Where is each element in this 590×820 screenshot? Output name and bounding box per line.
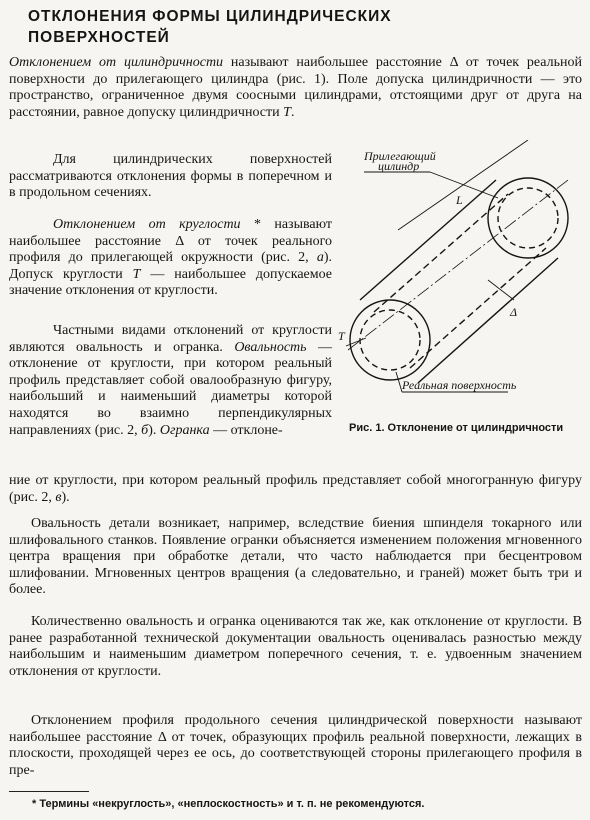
figure-cylinder-deviation	[338, 140, 586, 410]
paragraph-ovality-causes: Овальность детали возникает, например, вследствие биения шпинделя токарного или шлифовального станков. Появление огранки объясняется изменением положения мгновенного центра вращения при обработке детали, что часто наблюдается при бесцентровом шлифовании. Мгновенных центров вращения (а следовательно, и граней) может быть три и более.	[9, 516, 582, 598]
paragraph-text: — наибольшее допускаемое значение отклонения от круглости.	[9, 266, 332, 299]
real-profile-front	[360, 310, 420, 370]
real-profile-back	[498, 188, 558, 248]
label-t: T	[338, 329, 345, 343]
paragraph-longitudinal-profile: Отклонением профиля продольного сечения цилиндрической поверхности называют наибольшее расстояние Δ от точек, образующих профиль реальной поверхности, лежащих в плоскости, проходящей через ее ось, до соответствующей стороны прилегающего профиля в пре-	[9, 713, 582, 778]
dimension-arrow-t	[346, 338, 366, 346]
paragraph-quantification: Количественно овальность и огранка оцениваются так же, как отклонение от круглости. В ранее разработанной технической документации овальность оценивалась разностью между наибольшим и наименьшим диаметром поперечного сечения, т. е. удвоенным значением отклонения от круглости.	[9, 614, 582, 679]
dimension-arrow-delta	[488, 280, 514, 300]
footnote-divider	[9, 791, 89, 792]
cylinder-back-end	[488, 178, 568, 258]
label-real-surface: Реальная поверхность	[402, 378, 517, 392]
figure-ref-a: а	[316, 250, 324, 266]
paragraph-text: называют наибольшее расстояние Δ от точек реальной поверхности до прилегающего цилиндра (рис. 1). Поле допуска цилиндричности — это пространство, ограниченное двумя соосными цилиндрами, отстоящими друг от друга на расстоянии, равное допуску цилиндричности	[9, 55, 582, 120]
real-surface-generator-bottom	[410, 248, 546, 368]
paragraph-text: Частными видами отклонений от круглости являются овальность и огранка.	[9, 323, 332, 355]
label-l: L	[456, 193, 463, 207]
paragraph-faceting-continued	[9, 473, 582, 506]
figure-ref-v: в	[55, 489, 62, 505]
period: .	[290, 104, 295, 120]
term-cylindricity: Отклонением от цилиндричности	[9, 55, 224, 70]
variable-t: Т	[132, 266, 141, 282]
label-adjacent-cylinder-1: Прилегающий	[364, 149, 436, 163]
footnote: * Термины «некруглость», «неплоскостность» и т. п. не рекомендуются.	[32, 798, 425, 810]
paragraph-sections: Для цилиндрических поверхностей рассматриваются отклонения формы в поперечном и в продольном сечениях.	[9, 152, 332, 201]
section-heading: ОТКЛОНЕНИЯ ФОРМЫ ЦИЛИНДРИЧЕСКИХ ПОВЕРХНОСТЕЙ	[28, 8, 392, 46]
paragraph-text: — отклонение от круглости, при котором реальный профиль представляет собой овалообразную фигуру, наибольший и наименьший диаметры которой находятся во взаимно перпендикулярных направлениях (рис. 2,	[9, 339, 332, 438]
label-adjacent-cylinder-2: цилиндр	[378, 159, 420, 173]
label-delta: Δ	[510, 305, 518, 319]
leader-top	[430, 172, 498, 198]
term-roundness: Отклонением от круглости	[53, 217, 241, 232]
variable-t: Т	[283, 104, 291, 120]
paragraph-text: ). Допуск круглости	[9, 250, 332, 282]
paragraph-text: называют наибольшее расстояние Δ от точек реального профиля до прилегающей окружности (рис. 2,	[9, 217, 333, 266]
paragraph-text: ).	[61, 489, 70, 505]
paragraph-text: ние от круглости, при котором реальный профиль представляет собой многогранную фигуру (рис. 2,	[9, 473, 582, 505]
term-ovality: Овальность	[234, 339, 307, 355]
cylinder-generator-top	[360, 180, 496, 300]
figure-ref-b: б	[141, 422, 149, 438]
cylinder-generator-bottom	[418, 258, 558, 383]
term-faceting: Огранка	[159, 422, 210, 438]
cylinder-diagram	[338, 140, 586, 410]
paragraph-cylindricity	[9, 55, 582, 121]
paragraph-text: ).	[148, 422, 160, 438]
paragraph-ovality	[9, 323, 332, 439]
paragraph-roundness	[9, 217, 332, 300]
figure-caption: Рис. 1. Отклонение от цилиндричности	[349, 422, 564, 434]
paragraph-text: — отклоне-	[209, 422, 283, 438]
footnote-marker: *	[240, 217, 275, 232]
